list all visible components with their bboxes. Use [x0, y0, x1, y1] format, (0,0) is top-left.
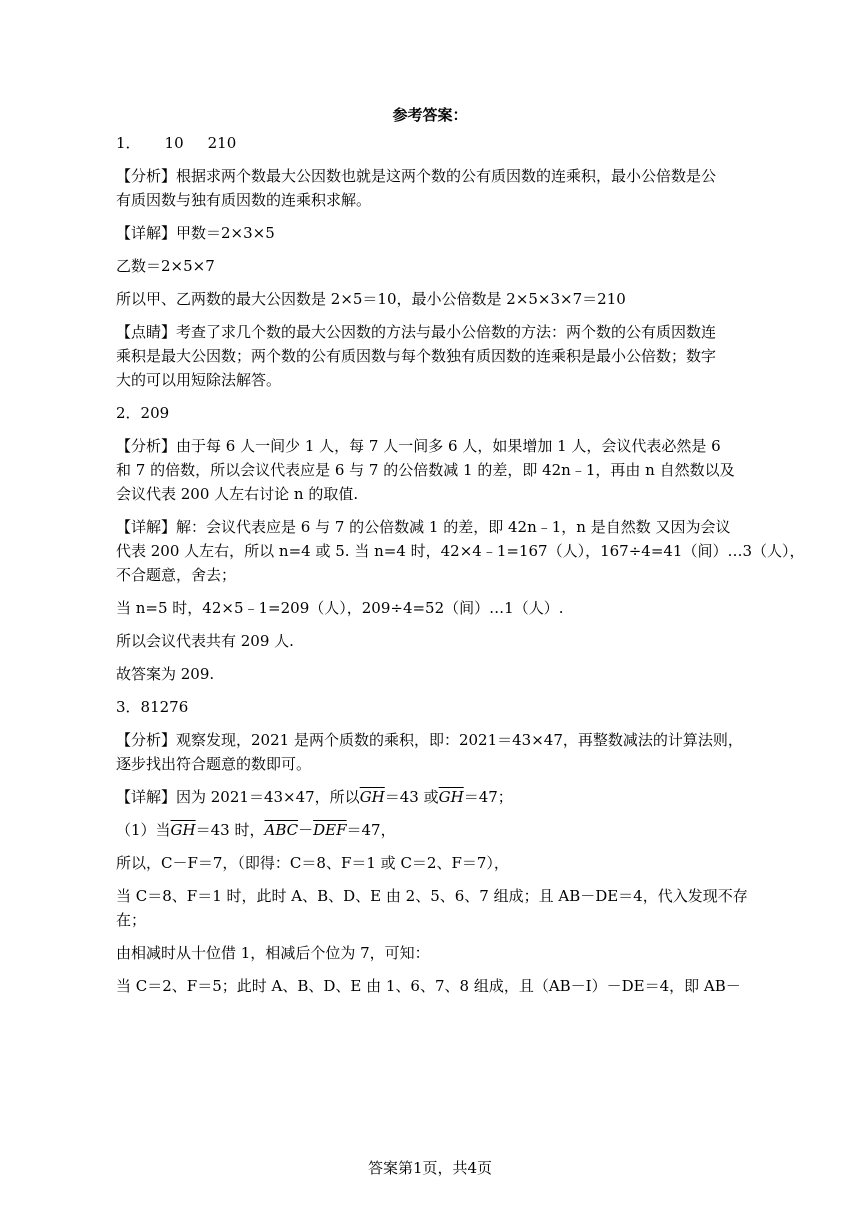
q3-c8-line-2: 在；	[116, 911, 147, 929]
overline-gh-1: $\overline{GH}$	[359, 788, 385, 806]
q2-detail-line-2: 代表 200 人左右，所以 n=4 或 5. 当 n=4 时，42×4﹣1=167（人），167÷4=41（间）…3（人），	[116, 542, 805, 560]
q3-c8-line-1: 当 C＝8、F＝1 时，此时 A、B、D、E 由 2、5、6、7 组成；且 AB－DE＝4，代入发现不存	[116, 887, 748, 905]
overline-abc: $\overline{ABC}$	[264, 821, 299, 839]
q1-number: 1．	[116, 134, 141, 152]
q2-detail-line-4: 当 n=5 时，42×5﹣1=209（人），209÷4=52（间）…1（人）.	[116, 599, 564, 617]
overline-gh-2: $\overline{GH}$	[438, 788, 464, 806]
q2-detail-line-6: 故答案为 209.	[116, 665, 215, 683]
q3-c2-line: 当 C＝2、F＝5；此时 A、B、D、E 由 1、6、7、8 组成，且（AB－I）－DE＝4，即 AB－	[116, 977, 741, 995]
q1-comment-line-1: 【点睛】考查了求几个数的最大公因数的方法与最小公倍数的方法：两个数的公有质因数连	[116, 323, 717, 341]
q1-comment-line-3: 大的可以用短除法解答。	[116, 371, 282, 389]
q2-analysis-line-2: 和 7 的倍数，所以会议代表应是 6 与 7 的公倍数减 1 的差，即 42n﹣1，再由 n 自然数以及	[116, 461, 735, 479]
q1-answer-2: 210	[207, 134, 237, 152]
q2-answer-line: 2．209	[116, 404, 170, 422]
q3-answer-line: 3．81276	[116, 698, 189, 716]
q1-analysis-line-2: 有质因数与独有质因数的连乘积求解。	[116, 191, 372, 209]
q1-comment-line-2: 乘积是最大公因数；两个数的公有质因数与每个数独有质因数的连乘积是最小公倍数；数字	[116, 347, 717, 365]
q1-detail-line-1: 【详解】甲数＝2×3×5	[116, 224, 275, 242]
page-footer: 答案第1页，共4页	[367, 1159, 493, 1177]
q3-case1-text-b: ＝43 时，	[195, 821, 265, 839]
q3-borrow-line: 由相减时从十位借 1，相减后个位为 7，可知：	[116, 944, 430, 962]
q3-case1-text-c: ＝47，	[346, 821, 396, 839]
q2-analysis-line-1: 【分析】由于每 6 人一间少 1 人，每 7 人一间多 6 人，如果增加 1 人，会议代表必然是 6	[116, 437, 721, 455]
q1-analysis-line-1: 【分析】根据求两个数最大公因数也就是这两个数的公有质因数的连乘积，最小公倍数是公	[116, 167, 717, 185]
q2-detail-line-3: 不合题意，舍去；	[116, 566, 237, 584]
q1-detail-line-3: 所以甲、乙两数的最大公因数是 2×5＝10，最小公倍数是 2×5×3×7＝210	[116, 290, 626, 308]
q3-detail-text-c: ＝47；	[463, 788, 513, 806]
q3-analysis-line-2: 逐步找出符合题意的数即可。	[116, 755, 312, 773]
q3-detail-line-1	[116, 786, 736, 808]
q1-answer-1: 10	[164, 134, 184, 152]
overline-gh-3: $\overline{GH}$	[170, 821, 196, 839]
q3-case1-line	[116, 819, 736, 841]
overline-def: $\overline{DEF}$	[313, 821, 347, 839]
q3-analysis-line-1: 【分析】观察发现，2021 是两个质数的乘积，即：2021＝43×47，再整数减法的计算法则，	[116, 731, 743, 749]
q2-detail-line-5: 所以会议代表共有 209 人.	[116, 632, 294, 650]
q1-detail-line-2: 乙数＝2×5×7	[116, 257, 215, 275]
q2-analysis-line-3: 会议代表 200 人左右讨论 n 的取值.	[116, 485, 359, 503]
page-title: 参考答案：	[392, 106, 468, 124]
q3-detail-text-a: 【详解】因为 2021＝43×47，所以	[116, 788, 360, 806]
q3-so-line: 所以，C－F＝7，（即得：C＝8、F＝1 或 C＝2、F＝7），	[116, 854, 509, 872]
q3-detail-text-b: ＝43 或	[384, 788, 439, 806]
q3-case1-text-a: （1）当	[116, 821, 171, 839]
minus-sign: －	[298, 821, 314, 839]
q1-answer-line	[116, 132, 736, 154]
q2-detail-line-1: 【详解】解：会议代表应是 6 与 7 的公倍数减 1 的差，即 42n﹣1，n 是自然数 又因为会议	[116, 518, 731, 536]
answer-content	[116, 132, 805, 1008]
